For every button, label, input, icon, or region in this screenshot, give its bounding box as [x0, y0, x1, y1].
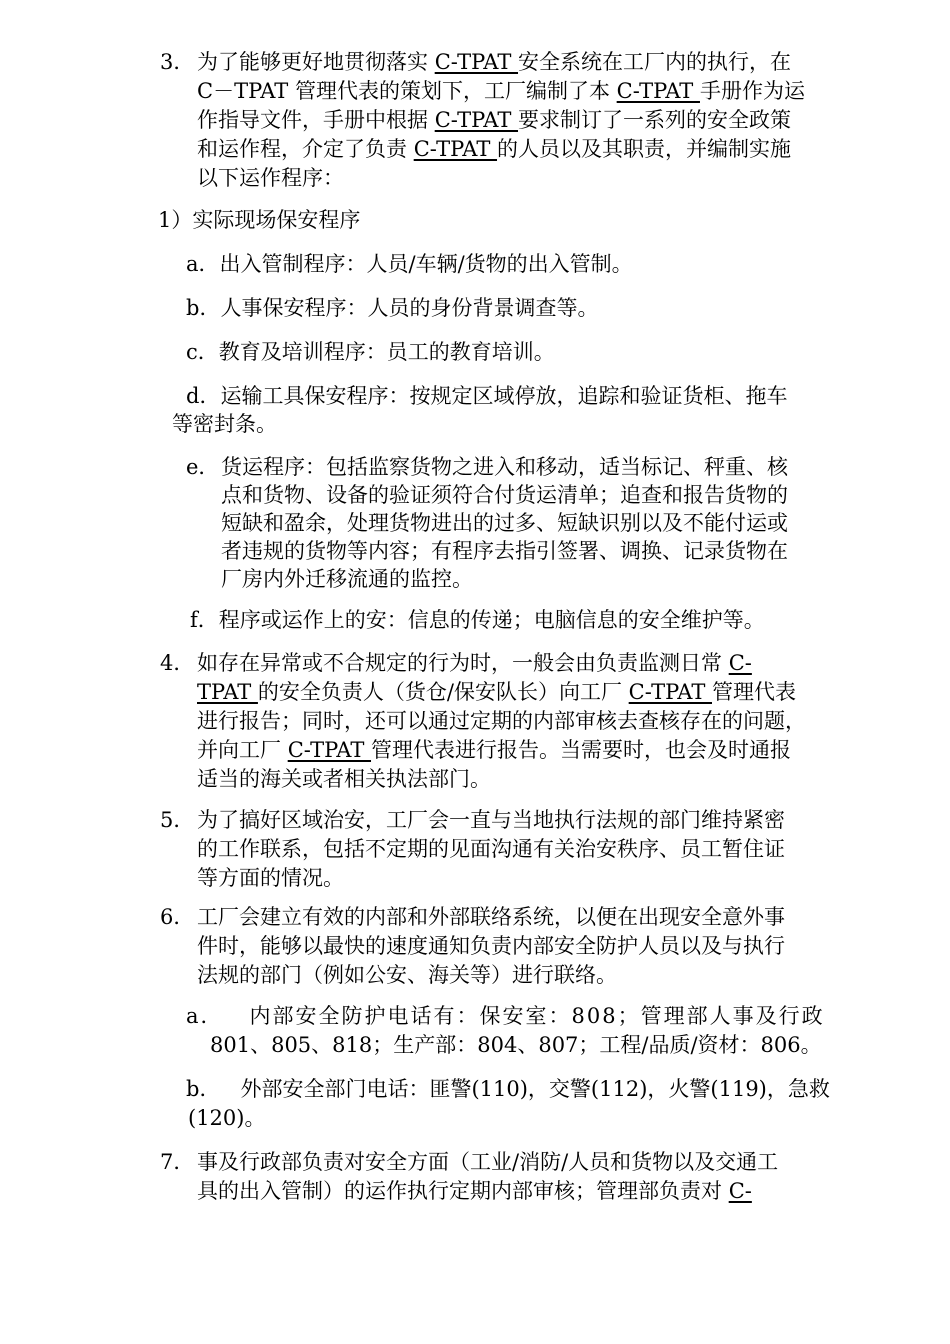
item-5-line-3: 等方面的情况。 [197, 866, 344, 890]
internal-phones-line-1: a． 内部安全防护电话有：保安室：808；管理部人事及行政 [186, 1004, 825, 1028]
item-4-line-5: 适当的海关或者相关执法部门。 [197, 767, 491, 791]
item-6-line-3: 法规的部门（例如公安、海关等）进行联络。 [197, 963, 617, 987]
item-3-number: 3． [160, 50, 195, 74]
sub-item-f: f．程序或运作上的安：信息的传递；电脑信息的安全维护等。 [190, 608, 765, 632]
item-6-number: 6． [160, 905, 195, 929]
item-3-line-1: 为了能够更好地贯彻落实 C-TPAT 安全系统在工厂内的执行，在 [197, 50, 792, 74]
item-3-line-4: 和运作程，介定了负责 C-TPAT 的人员以及其职责，并编制实施 [197, 137, 792, 161]
sub-item-e-line-4: 者违规的货物等内容；有程序去指引签署、调换、记录货物在 [221, 539, 788, 563]
item-7-line-2: 具的出入管制）的运作执行定期内部审核；管理部负责对 C- [197, 1179, 752, 1203]
sub-item-e-line-3: 短缺和盈余，处理货物进出的过多、短缺识别以及不能付运或 [221, 511, 788, 535]
external-phones-line-2: (120)。 [188, 1106, 266, 1130]
item-5-number: 5． [160, 808, 195, 832]
item-6-line-2: 件时，能够以最快的速度通知负责内部安全防护人员以及与执行 [197, 934, 785, 958]
item-4-line-1: 如存在异常或不合规定的行为时，一般会由负责监测日常 C- [197, 651, 752, 675]
sub-item-d-line-2: 等密封条。 [172, 412, 277, 436]
internal-phones-line-2: 801、805、818；生产部：804、807；工程/品质/资材：806。 [210, 1033, 822, 1057]
sub-item-a: a．出入管制程序：人员/车辆/货物的出入管制。 [186, 252, 633, 276]
sub-item-e-line-2: 点和货物、设备的验证须符合付货运清单；追查和报告货物的 [221, 483, 788, 507]
external-phones-line-1: b． 外部安全部门电话：匪警(110)，交警(112)，火警(119)，急救 [186, 1077, 830, 1101]
section-1-title: 1）实际现场保安程序 [158, 208, 361, 232]
item-4-line-2: TPAT 的安全负责人（货仓/保安队长）向工厂 C-TPAT 管理代表 [197, 680, 796, 704]
item-7-number: 7． [160, 1150, 195, 1174]
item-5-line-1: 为了搞好区域治安，工厂会一直与当地执行法规的部门维持紧密 [197, 808, 785, 832]
item-3-line-2: C－TPAT 管理代表的策划下，工厂编制了本 C-TPAT 手册作为运 [197, 79, 805, 103]
sub-item-d-line-1: d．运输工具保安程序：按规定区域停放，追踪和验证货柜、拖车 [186, 384, 788, 408]
item-4-line-3: 进行报告；同时，还可以通过定期的内部审核去查核存在的问题， [197, 709, 806, 733]
item-7-line-1: 事及行政部负责对安全方面（工业/消防/人员和货物以及交通工 [197, 1150, 779, 1174]
sub-item-e-number: e． [186, 455, 220, 479]
sub-item-e-line-1: 货运程序：包括监察货物之进入和移动，适当标记、秤重、核 [221, 455, 788, 479]
item-4-line-4: 并向工厂 C-TPAT 管理代表进行报告。当需要时，也会及时通报 [197, 738, 792, 762]
item-3-line-5: 以下运作程序： [197, 166, 344, 190]
sub-item-e-line-5: 厂房内外迁移流通的监控。 [221, 567, 473, 591]
item-5-line-2: 的工作联系，包括不定期的见面沟通有关治安秩序、员工暂住证 [197, 837, 785, 861]
sub-item-b: b．人事保安程序：人员的身份背景调查等。 [186, 296, 599, 320]
item-6-line-1: 工厂会建立有效的内部和外部联络系统，以便在出现安全意外事 [197, 905, 785, 929]
sub-item-c: c．教育及培训程序：员工的教育培训。 [186, 340, 555, 364]
item-4-number: 4． [160, 651, 195, 675]
item-3-line-3: 作指导文件，手册中根据 C-TPAT 要求制订了一系列的安全政策 [197, 108, 792, 132]
